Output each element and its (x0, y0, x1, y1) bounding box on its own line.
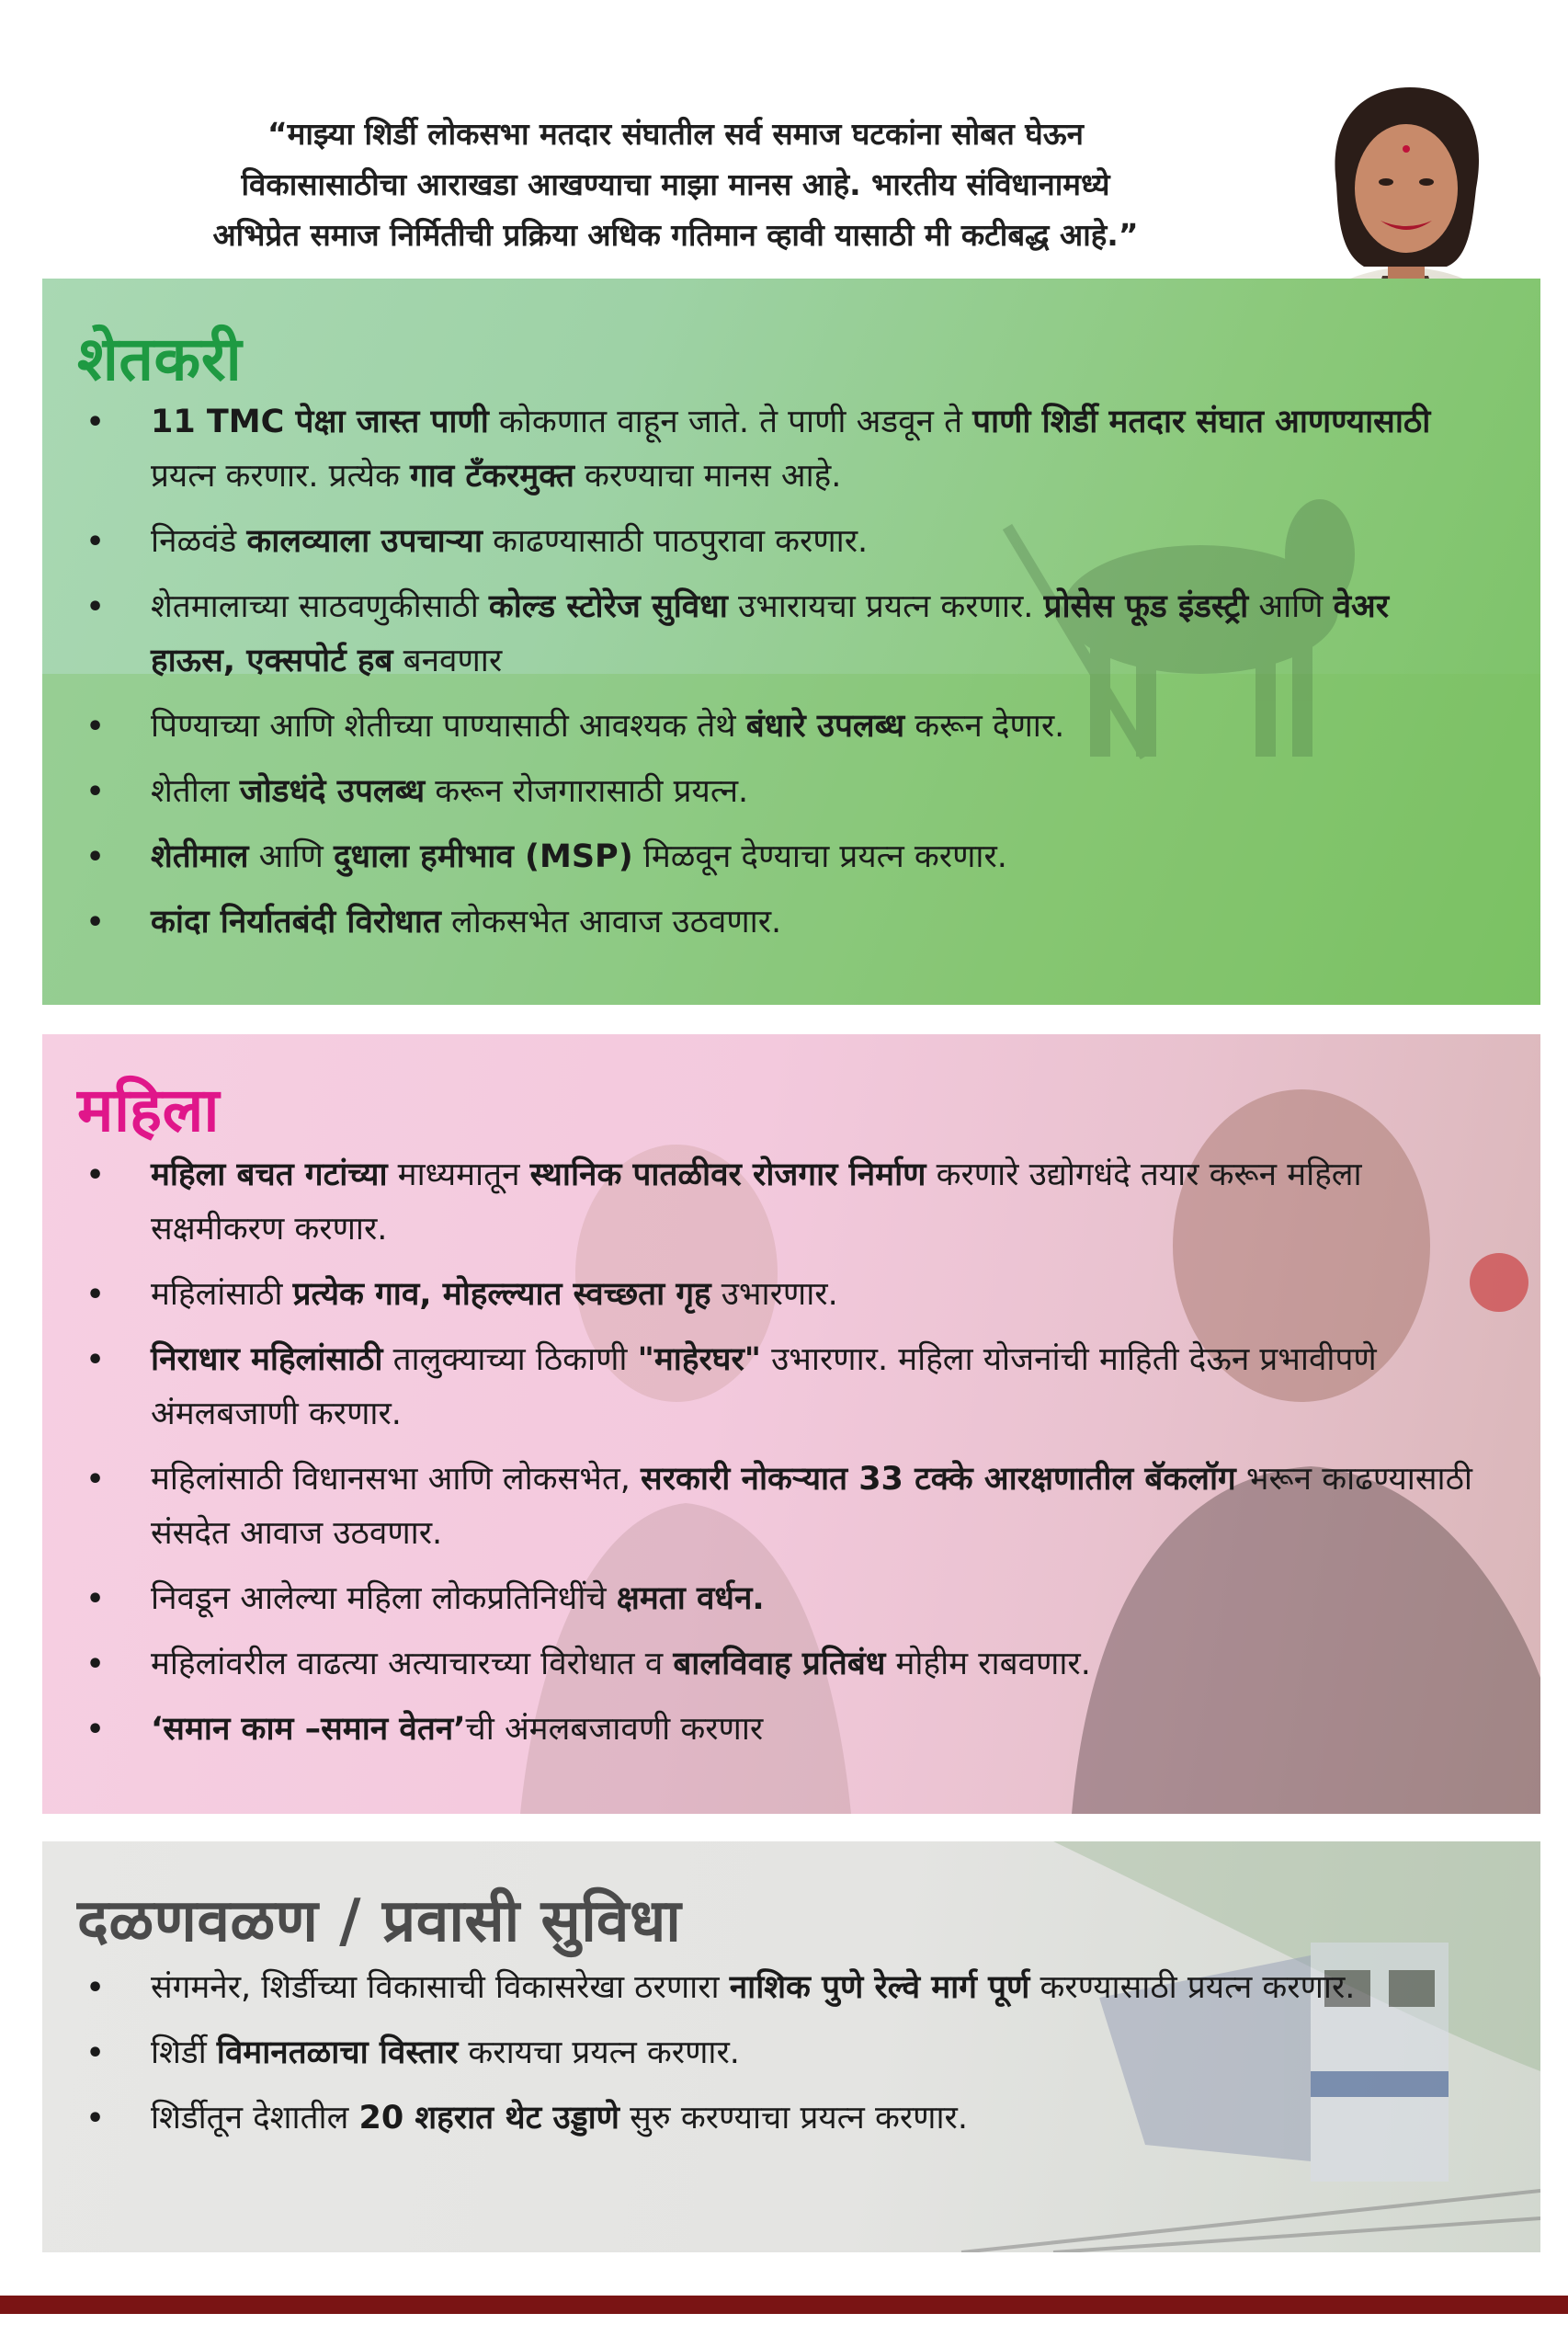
item-text: महिलांसाठी (151, 1276, 293, 1313)
transport-list (42, 1961, 1476, 2157)
item-text: करण्याचा मानस आहे. (574, 458, 842, 495)
emphasis-text: शेतीमाल (151, 838, 249, 875)
list-item (42, 2091, 1476, 2146)
item-text: पिण्याच्या आणि शेतीच्या पाण्यासाठी आवश्यक तेथे (151, 708, 746, 745)
emphasis-text: गाव टँकरमुक्त (410, 458, 574, 495)
list-item (42, 895, 1476, 950)
item-text: ची अंमलबजावणी करणार (465, 1711, 764, 1748)
emphasis-text: बंधारे उपलब्ध (745, 708, 905, 745)
list-item (42, 2026, 1476, 2080)
item-text: मोहीम राबवणार. (885, 1646, 1091, 1682)
emphasis-text: प्रत्येक गाव, मोहल्ल्यात स्वच्छता गृह (292, 1276, 711, 1313)
emphasis-text: नाशिक पुणे रेल्वे मार्ग पूर्ण (729, 1969, 1030, 2006)
list-item (42, 1268, 1476, 1322)
quote-line: “माझ्या शिर्डी लोकसभा मतदार संघातील सर्व समाज घटकांना सोबत घेऊन (267, 116, 1084, 152)
emphasis-text: महिला बचत गटांच्या (151, 1157, 388, 1193)
bullet-icon: • (86, 841, 105, 873)
list-item (42, 515, 1476, 569)
list-item (42, 1148, 1476, 1257)
bullet-icon: • (86, 1648, 105, 1681)
item-text: करून देणार. (904, 708, 1065, 745)
list-item (42, 1453, 1476, 1561)
bullet-icon: • (86, 591, 105, 623)
list-item (42, 1703, 1476, 1757)
emphasis-text: दुधाला हमीभाव (MSP) (333, 838, 633, 875)
emphasis-text: स्थानिक पातळीवर रोजगार निर्माण (529, 1157, 926, 1193)
item-text: करणारे उद्योगधंदे तयार करून महिला सक्षमीकरण करणार. (151, 1157, 1362, 1248)
farmers-heading: शेतकरी (77, 324, 243, 394)
item-text: शेतमालाच्या साठवणुकीसाठी (151, 588, 489, 625)
list-item (42, 395, 1476, 504)
item-text: उभारणार. (710, 1276, 838, 1313)
emphasis-text: प्रोसेस फूड इंडस्ट्री (1043, 588, 1249, 625)
item-text: सुरु करण्याचा प्रयत्न करणार. (619, 2100, 968, 2137)
item-text: उभारायचा प्रयत्न करणार. (727, 588, 1044, 625)
emphasis-text: 20 शहरात थेट उड्डाणे (358, 2100, 619, 2137)
list-item (42, 580, 1476, 689)
emphasis-text: निराधार महिलांसाठी (151, 1341, 383, 1378)
emphasis-text: "माहेरघर" (637, 1341, 761, 1378)
list-item (42, 1333, 1476, 1441)
item-text: भरून काढण्यासाठी संसदेत आवाज उठवणार. (151, 1461, 1472, 1552)
item-text: कोकणात वाहून जाते. ते पाणी अडवून ते (488, 404, 973, 440)
farmers-list (42, 395, 1476, 961)
emphasis-text: पाणी शिर्डी मतदार संघात आणण्यासाठी (972, 404, 1431, 440)
emphasis-text: बालविवाह प्रतिबंध (673, 1646, 886, 1682)
emphasis-text: 11 TMC पेक्षा जास्त पाणी (151, 404, 489, 440)
item-text: तालुक्याच्या ठिकाणी (382, 1341, 638, 1378)
quote-line: विकासासाठीचा आराखडा आखण्याचा माझा मानस आहे. भारतीय संविधानामध्ये (241, 166, 1110, 202)
item-text: मिळवून देण्याचा प्रयत्न करणार. (632, 838, 1007, 875)
women-list (42, 1148, 1476, 1768)
bullet-icon: • (86, 1583, 105, 1615)
emphasis-text: कांदा निर्यातबंदी विरोधात (151, 904, 441, 940)
bullet-icon: • (86, 2037, 105, 2069)
item-text: शेतीला (151, 773, 240, 810)
emphasis-text: सरकारी नोकऱ्यात 33 टक्के आरक्षणातील बॅकलॉग (641, 1461, 1236, 1498)
bullet-icon: • (86, 711, 105, 743)
item-text: निवडून आलेल्या महिला लोकप्रतिनिधींचे (151, 1580, 617, 1617)
item-text: माध्यमातून (387, 1157, 530, 1193)
bullet-icon: • (86, 1344, 105, 1376)
emphasis-text: कालव्याला उपचाऱ्या (246, 523, 483, 560)
bullet-icon: • (86, 2102, 105, 2135)
bullet-icon: • (86, 776, 105, 808)
farmers-section (42, 279, 1540, 1005)
item-text: महिलांसाठी विधानसभा आणि लोकसभेत, (151, 1461, 642, 1498)
item-text: प्रयत्न करणार. प्रत्येक (151, 458, 411, 495)
item-text: काढण्यासाठी पाठपुरावा करणार. (482, 523, 869, 560)
list-item (42, 700, 1476, 754)
item-text: लोकसभेत आवाज उठवणार. (440, 904, 782, 940)
emphasis-text: जोडधंदे उपलब्ध (239, 773, 426, 810)
item-text: शिर्डी (151, 2034, 217, 2071)
bullet-icon: • (86, 1279, 105, 1311)
item-text: करून रोजगारासाठी प्रयत्न. (425, 773, 749, 810)
footer-bar (0, 2296, 1568, 2314)
item-text: महिलांवरील वाढत्या अत्याचारच्या विरोधात व (151, 1646, 674, 1682)
women-section (42, 1034, 1540, 1814)
list-item (42, 1961, 1476, 2015)
item-text: करण्यासाठी प्रयत्न करणार. (1029, 1969, 1356, 2006)
item-text: शिर्डीतून देशातील (151, 2100, 359, 2137)
item-text: बनवणार (392, 643, 503, 679)
emphasis-text: विमानतळाचा विस्तार (216, 2034, 459, 2071)
item-text: उभारणार. महिला योजनांची माहिती देऊन प्रभावीपणे अंमलबजाणी करणार. (151, 1341, 1377, 1432)
transport-heading: दळणवळण / प्रवासी सुविधा (77, 1887, 682, 1955)
bullet-icon: • (86, 1972, 105, 2004)
bullet-icon: • (86, 526, 105, 558)
list-item (42, 830, 1476, 884)
item-text: निळवंडे (151, 523, 247, 560)
list-item (42, 1637, 1476, 1692)
quote-line: अभिप्रेत समाज निर्मितीची प्रक्रिया अधिक गतिमान व्हावी यासाठी मी कटीबद्ध आहे.” (212, 217, 1139, 253)
item-text: आणि (248, 838, 334, 875)
bullet-icon: • (86, 1464, 105, 1496)
bullet-icon: • (86, 906, 105, 939)
emphasis-text: कोल्ड स्टोरेज सुविधा (488, 588, 728, 625)
list-item (42, 1572, 1476, 1626)
item-text: संगमनेर, शिर्डीच्या विकासाची विकासरेखा ठरणारा (151, 1969, 730, 2006)
bullet-icon: • (86, 1159, 105, 1191)
item-text: आणि (1248, 588, 1334, 625)
item-text: करायचा प्रयत्न करणार. (458, 2034, 740, 2071)
list-item (42, 765, 1476, 819)
bullet-icon: • (86, 406, 105, 439)
bullet-icon: • (86, 1714, 105, 1746)
transport-section (42, 1841, 1540, 2252)
emphasis-text: क्षमता वर्धन. (616, 1580, 765, 1617)
emphasis-text: ‘समान काम –समान वेतन’ (151, 1711, 466, 1748)
women-heading: महिला (77, 1075, 220, 1145)
candidate-quote (101, 108, 1250, 260)
emphasis-text: वेअर हाऊस, एक्सपोर्ट हब (151, 588, 1390, 679)
